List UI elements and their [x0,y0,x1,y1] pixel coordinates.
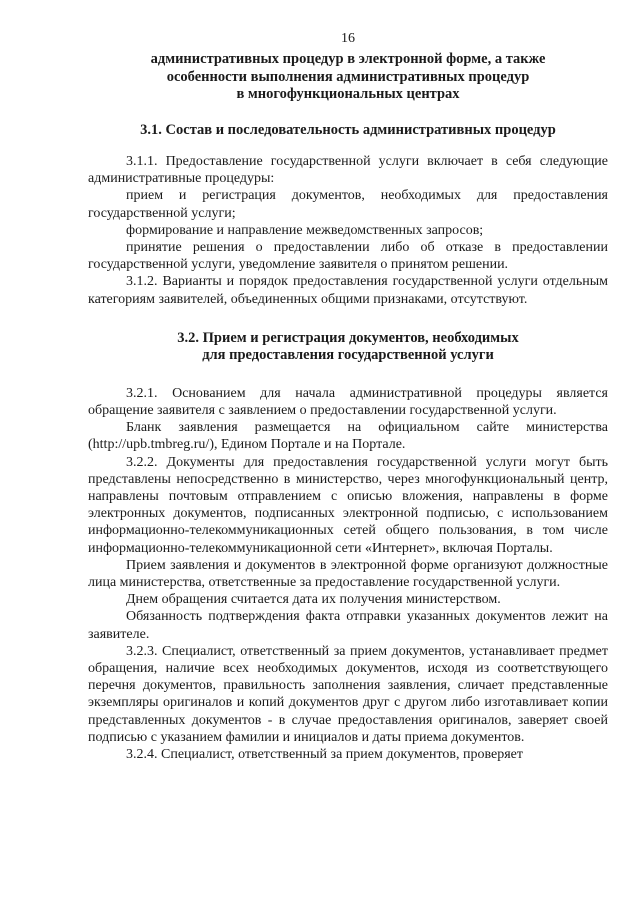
list-item-procedure: прием и регистрация документов, необходимых для предоставления государственной услуги; [88,188,608,221]
paragraph-3-2-3: 3.2.3. Специалист, ответственный за прием документов, устанавливает предмет обращения, наличие всех необходимых документов, исходя из соответствующего перечня документов, правильность заполнения заявления, сличает представленные экземпляры оригиналов и копий документов друг с другом либо изготавливает копии представленных документов - в случае предоставления оригиналов, заверяет своей подписью с указанием фамилии и инициалов и даты приема документов. [88,643,608,745]
paragraph-3-1-2: 3.1.2. Варианты и порядок предоставления государственной услуги отдельным категориям заявителей, объединенных общими признаками, отсутствуют. [88,274,608,307]
list-item-procedure: формирование и направление межведомственных запросов; [126,222,484,238]
heading-continuation-line: в многофункциональных центрах [236,86,460,102]
section-3-1-title: 3.1. Состав и последовательность административных процедур [140,121,556,138]
heading-continuation-line: административных процедур в электронной форме, а также [150,51,546,67]
section-3-2 [88,330,608,763]
page-number: 16 [341,31,355,46]
list-item-procedure: принятие решения о предоставлении либо об отказе в предоставлении государственной услуги, уведомление заявителя о принятом решении. [88,240,608,273]
heading-continuation [88,51,608,104]
paragraph-3-1-1: 3.1.1. Предоставление государственной услуги включает в себя следующие административные процедуры: [88,154,608,187]
section-3-1 [88,122,608,308]
paragraph-application-date: Днем обращения считается дата их получения министерством. [126,592,501,608]
heading-continuation-line: особенности выполнения административных процедур [166,68,530,85]
paragraph-electronic-receipt: Прием заявления и документов в электронной форме организуют должностные лица министерства, ответственные за предоставление государственной услуги. [88,557,608,591]
paragraph-form-location: Бланк заявления размещается на официальном сайте министерства (http://upb.tmbreg.ru/), Едином Портале и на Портале. [88,420,608,453]
paragraph-3-2-1: 3.2.1. Основанием для начала административной процедуры является обращение заявителя с заявлением о предоставлении государственной услуги. [88,385,608,419]
section-3-2-title-line: 3.2. Прием и регистрация документов, необходимых [177,329,519,346]
paragraph-3-2-2: 3.2.2. Документы для предоставления государственной услуги могут быть представлены непосредственно в министерство, через многофункциональный центр, направлены почтовым отправлением с описью вложения, направлены в форме электронных документов, подписанных электронной подписью, с использованием информационно-телекоммуникационных сетей общего пользования, в том числе информационно-телекоммуникационной сети «Интернет», включая Порталы. [88,454,608,556]
paragraph-proof-obligation: Обязанность подтверждения факта отправки указанных документов лежит на заявителе. [88,609,608,642]
section-3-2-title-line: для предоставления государственной услуги [202,347,494,364]
paragraph-3-2-4: 3.2.4. Специалист, ответственный за прием документов, проверяет [126,747,524,763]
document-page [88,30,608,763]
section-3-2-title [88,330,608,365]
